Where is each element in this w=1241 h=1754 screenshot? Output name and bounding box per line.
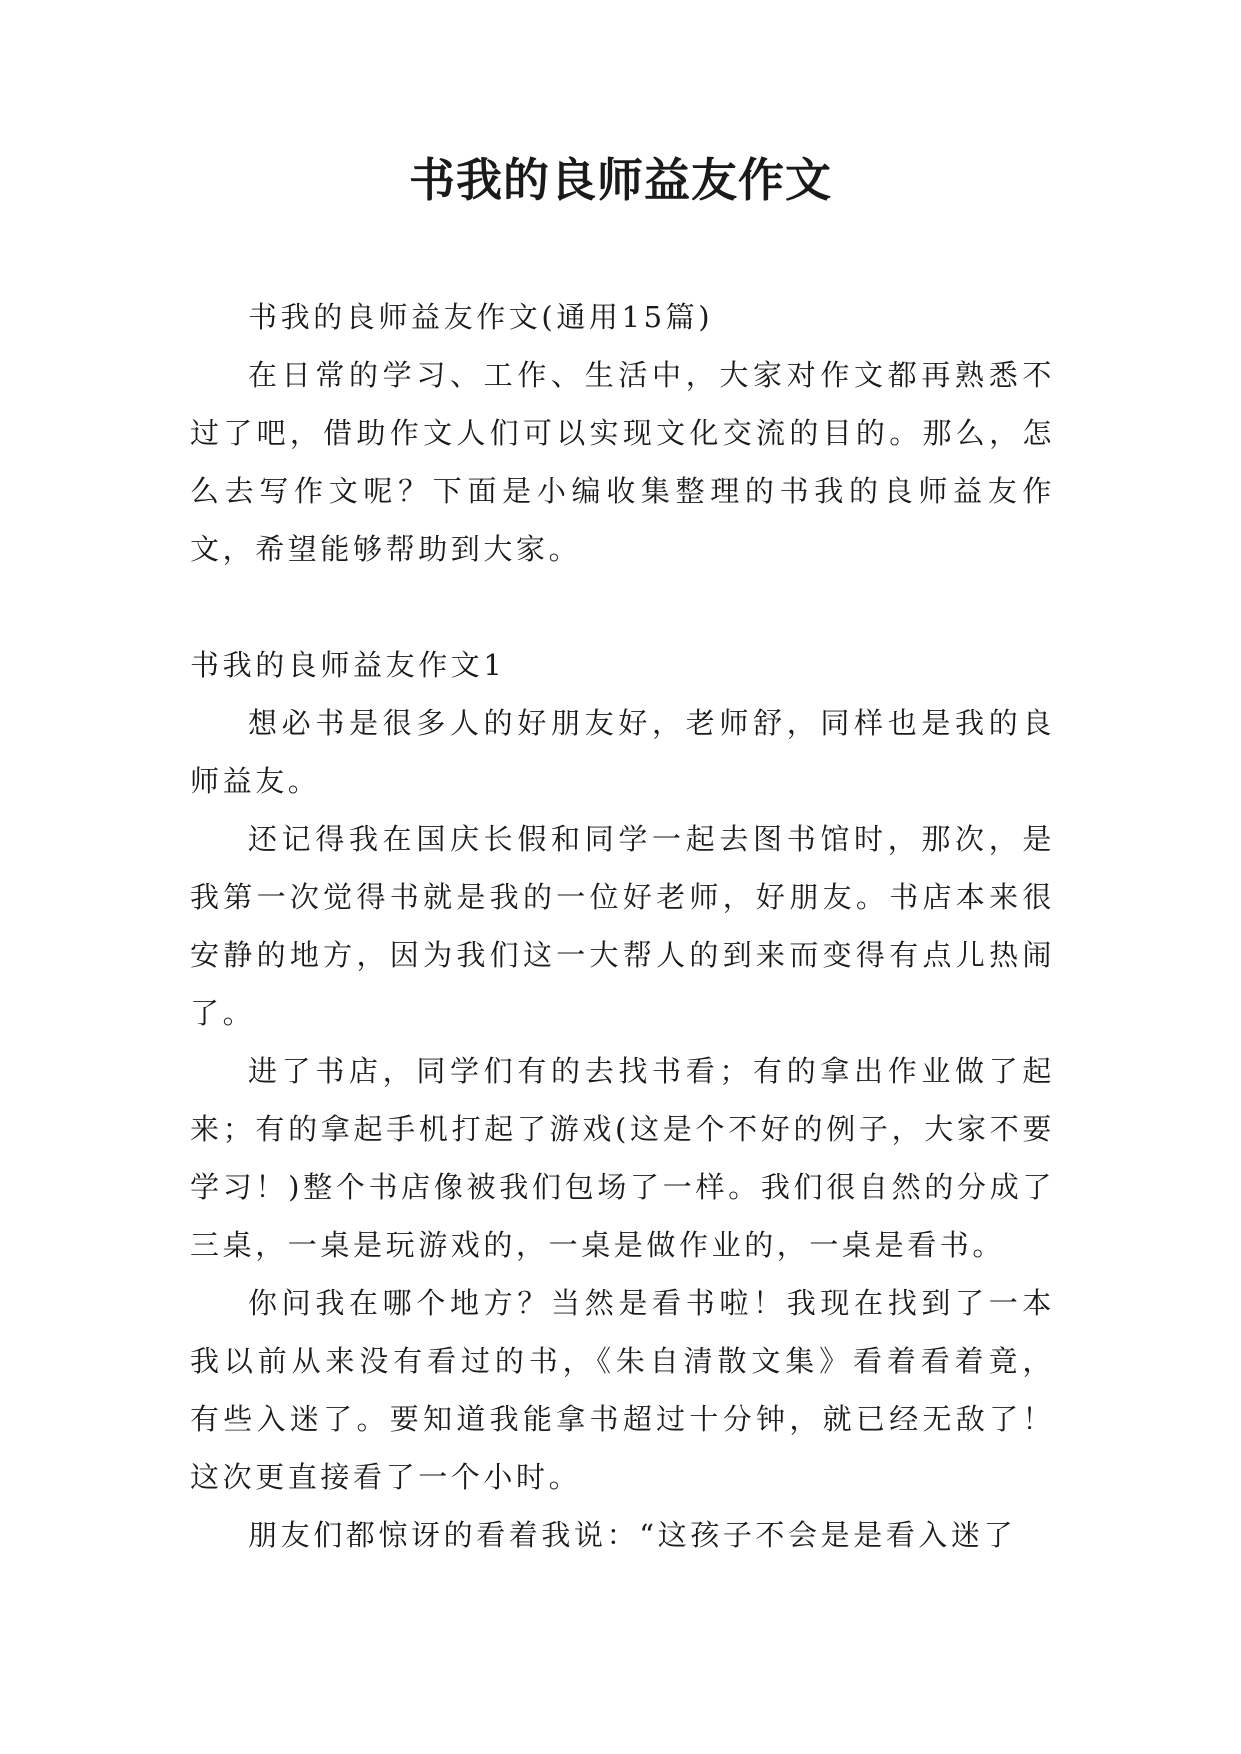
body-paragraph: 还记得我在国庆长假和同学一起去图书馆时，那次，是我第一次觉得书就是我的一位好老师，好朋友。书店本来很安静的地方，因为我们这一大帮人的到来而变得有点儿热闹了。 — [190, 822, 1055, 1030]
document-title: 书我的良师益友作文 — [409, 153, 832, 207]
section-heading: 书我的良师益友作文1 — [190, 648, 506, 682]
subtitle-line: 书我的良师益友作文(通用15篇) — [248, 300, 714, 334]
body-paragraph: 你问我在哪个地方？当然是看书啦！我现在找到了一本我以前从来没有看过的书，《朱自清散文集》看着看着竟，有些入迷了。要知道我能拿书超过十分钟，就已经无敌了！这次更直接看了一个小时。 — [190, 1286, 1055, 1494]
document-body — [190, 288, 1055, 1564]
body-paragraph: 进了书店，同学们有的去找书看；有的拿出作业做了起来；有的拿起手机打起了游戏(这是个不好的例子，大家不要学习！)整个书店像被我们包场了一样。我们很自然的分成了三桌，一桌是玩游戏的，一桌是做作业的，一桌是看书。 — [190, 1054, 1055, 1262]
section-spacer — [190, 578, 1055, 636]
body-paragraph: 朋友们都惊讶的看着我说：“这孩子不会是是看入迷了 — [248, 1518, 1017, 1552]
body-paragraph: 想必书是很多人的好朋友好，老师舒，同样也是我的良师益友。 — [190, 706, 1055, 798]
intro-paragraph: 在日常的学习、工作、生活中，大家对作文都再熟悉不过了吧，借助作文人们可以实现文化交流的目的。那么，怎么去写作文呢？下面是小编收集整理的书我的良师益友作文，希望能够帮助到大家。 — [190, 358, 1055, 566]
